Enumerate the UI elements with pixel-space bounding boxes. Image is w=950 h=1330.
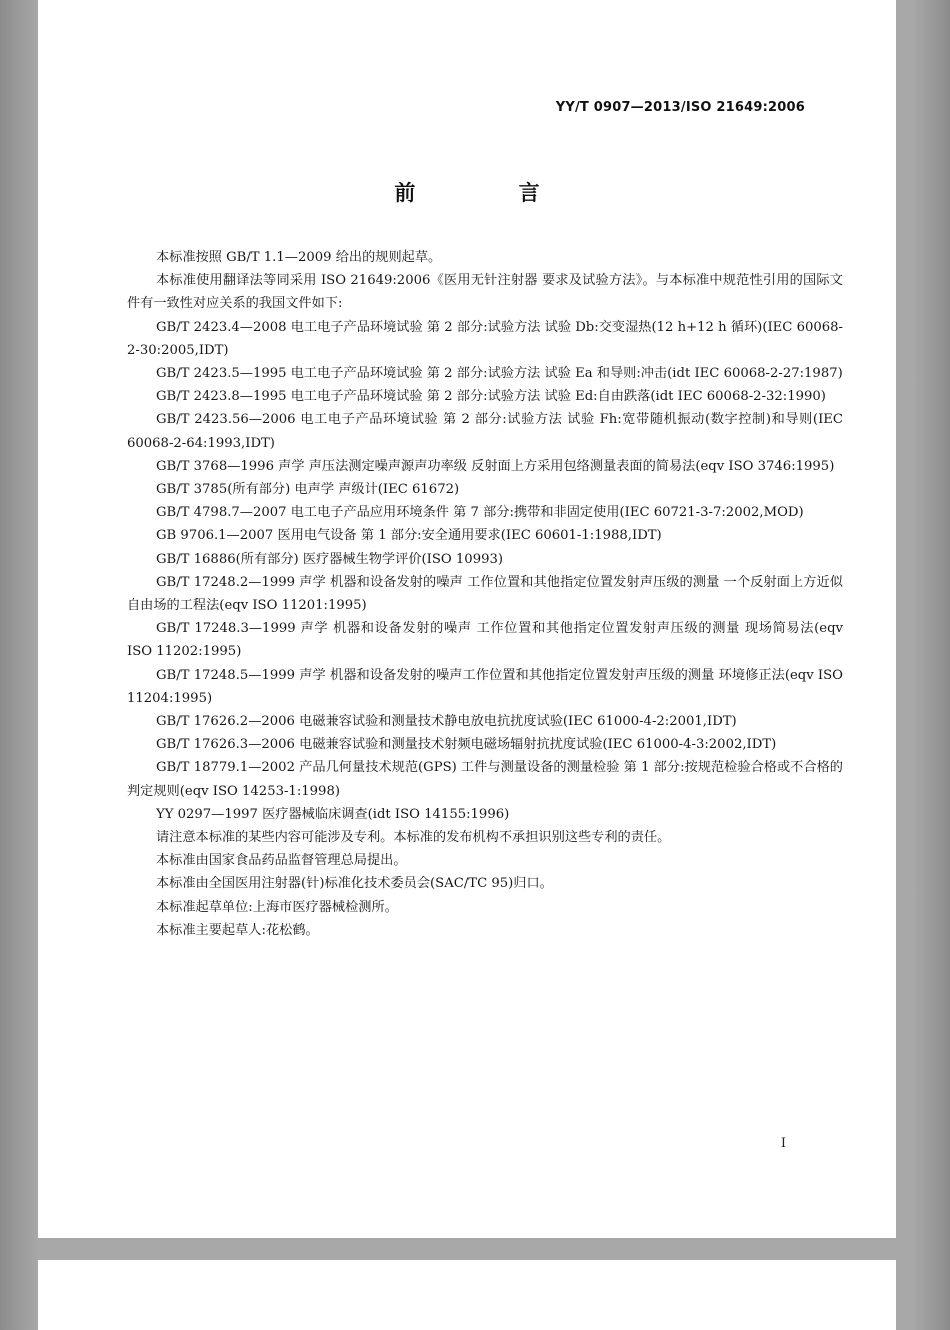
paragraph: 本标准主要起草人:花松鹤。 bbox=[156, 922, 319, 938]
reference-entry: GB/T 17626.3—2006 电磁兼容试验和测量技术射频电磁场辐射抗扰度试验(IEC 61000-4-3:2002,IDT) bbox=[156, 737, 777, 753]
reference-entry: GB/T 2423.8—1995 电工电子产品环境试验 第 2 部分:试验方法 试验 Ed:自由跌落(idt IEC 60068-2-32:1990) bbox=[156, 389, 826, 405]
standard-code-header: YY/T 0907—2013/ISO 21649:2006 bbox=[555, 100, 805, 115]
reference-entry: GB/T 3785(所有部分) 电声学 声级计(IEC 61672) bbox=[156, 482, 460, 498]
reference-entry: GB/T 2423.4—2008 电工电子产品环境试验 第 2 部分:试验方法 试验 Db:交变湿热(12 h+12 h 循环)(IEC 60068-2-30:2005,IDT) bbox=[127, 319, 843, 358]
reference-entry: GB/T 17626.2—2006 电磁兼容试验和测量技术静电放电抗扰度试验(IEC 61000-4-2:2001,IDT) bbox=[156, 714, 737, 730]
paragraph: 本标准起草单位:上海市医疗器械检测所。 bbox=[156, 899, 398, 915]
page-number: I bbox=[780, 1136, 786, 1151]
reference-entry: GB/T 2423.5—1995 电工电子产品环境试验 第 2 部分:试验方法 试验 Ea 和导则:冲击(idt IEC 60068-2-27:1987) bbox=[156, 366, 843, 382]
reference-entry: GB/T 16886(所有部分) 医疗器械生物学评价(ISO 10993) bbox=[156, 551, 504, 567]
page-title: 前 言 bbox=[394, 181, 588, 205]
reference-entry: GB/T 2423.56—2006 电工电子产品环境试验 第 2 部分:试验方法 试验 Fh:宽带随机振动(数字控制)和导则(IEC 60068-2-64:1993,IDT) bbox=[127, 412, 843, 451]
paragraph: 本标准由全国医用注射器(针)标准化技术委员会(SAC/TC 95)归口。 bbox=[156, 876, 553, 892]
paragraph: 本标准按照 GB/T 1.1—2009 给出的规则起草。 bbox=[156, 250, 442, 265]
reference-entry: GB/T 17248.2—1999 声学 机器和设备发射的噪声 工作位置和其他指定位置发射声压级的测量 一个反射面上方近似自由场的工程法(eqv ISO 11201:1995) bbox=[127, 574, 843, 614]
reference-entry: GB/T 3768—1996 声学 声压法测定噪声源声功率级 反射面上方采用包络测量表面的简易法(eqv ISO 3746:1995) bbox=[156, 458, 835, 474]
reference-entry: YY 0297—1997 医疗器械临床调查(idt ISO 14155:1996) bbox=[156, 806, 510, 822]
reference-entry: GB/T 4798.7—2007 电工电子产品应用环境条件 第 7 部分:携带和非固定使用(IEC 60721-3-7:2002,MOD) bbox=[156, 505, 804, 521]
next-page bbox=[38, 1260, 896, 1330]
paragraph: 请注意本标准的某些内容可能涉及专利。本标准的发布机构不承担识别这些专利的责任。 bbox=[156, 830, 671, 846]
reference-entry: GB/T 17248.3—1999 声学 机器和设备发射的噪声 工作位置和其他指定位置发射声压级的测量 现场简易法(eqv ISO 11202:1995) bbox=[127, 621, 843, 660]
reference-entry: GB 9706.1—2007 医用电气设备 第 1 部分:安全通用要求(IEC 60601-1:1988,IDT) bbox=[156, 528, 662, 544]
paragraph: 本标准由国家食品药品监督管理总局提出。 bbox=[156, 853, 407, 869]
reference-entry: GB/T 17248.5—1999 声学 机器和设备发射的噪声工作位置和其他指定位置发射声压级的测量 环境修正法(eqv ISO 11204:1995) bbox=[127, 667, 843, 706]
document-body bbox=[127, 246, 843, 942]
document-page bbox=[38, 0, 896, 1238]
reference-entry: GB/T 18779.1—2002 产品几何量技术规范(GPS) 工件与测量设备的测量检验 第 1 部分:按规范检验合格或不合格的判定规则(eqv ISO 14253-1:1998) bbox=[127, 760, 843, 799]
paragraph: 本标准使用翻译法等同采用 ISO 21649:2006《医用无针注射器 要求及试验方法》。与本标准中规范性引用的国际文件有一致性对应关系的我国文件如下: bbox=[127, 273, 843, 312]
